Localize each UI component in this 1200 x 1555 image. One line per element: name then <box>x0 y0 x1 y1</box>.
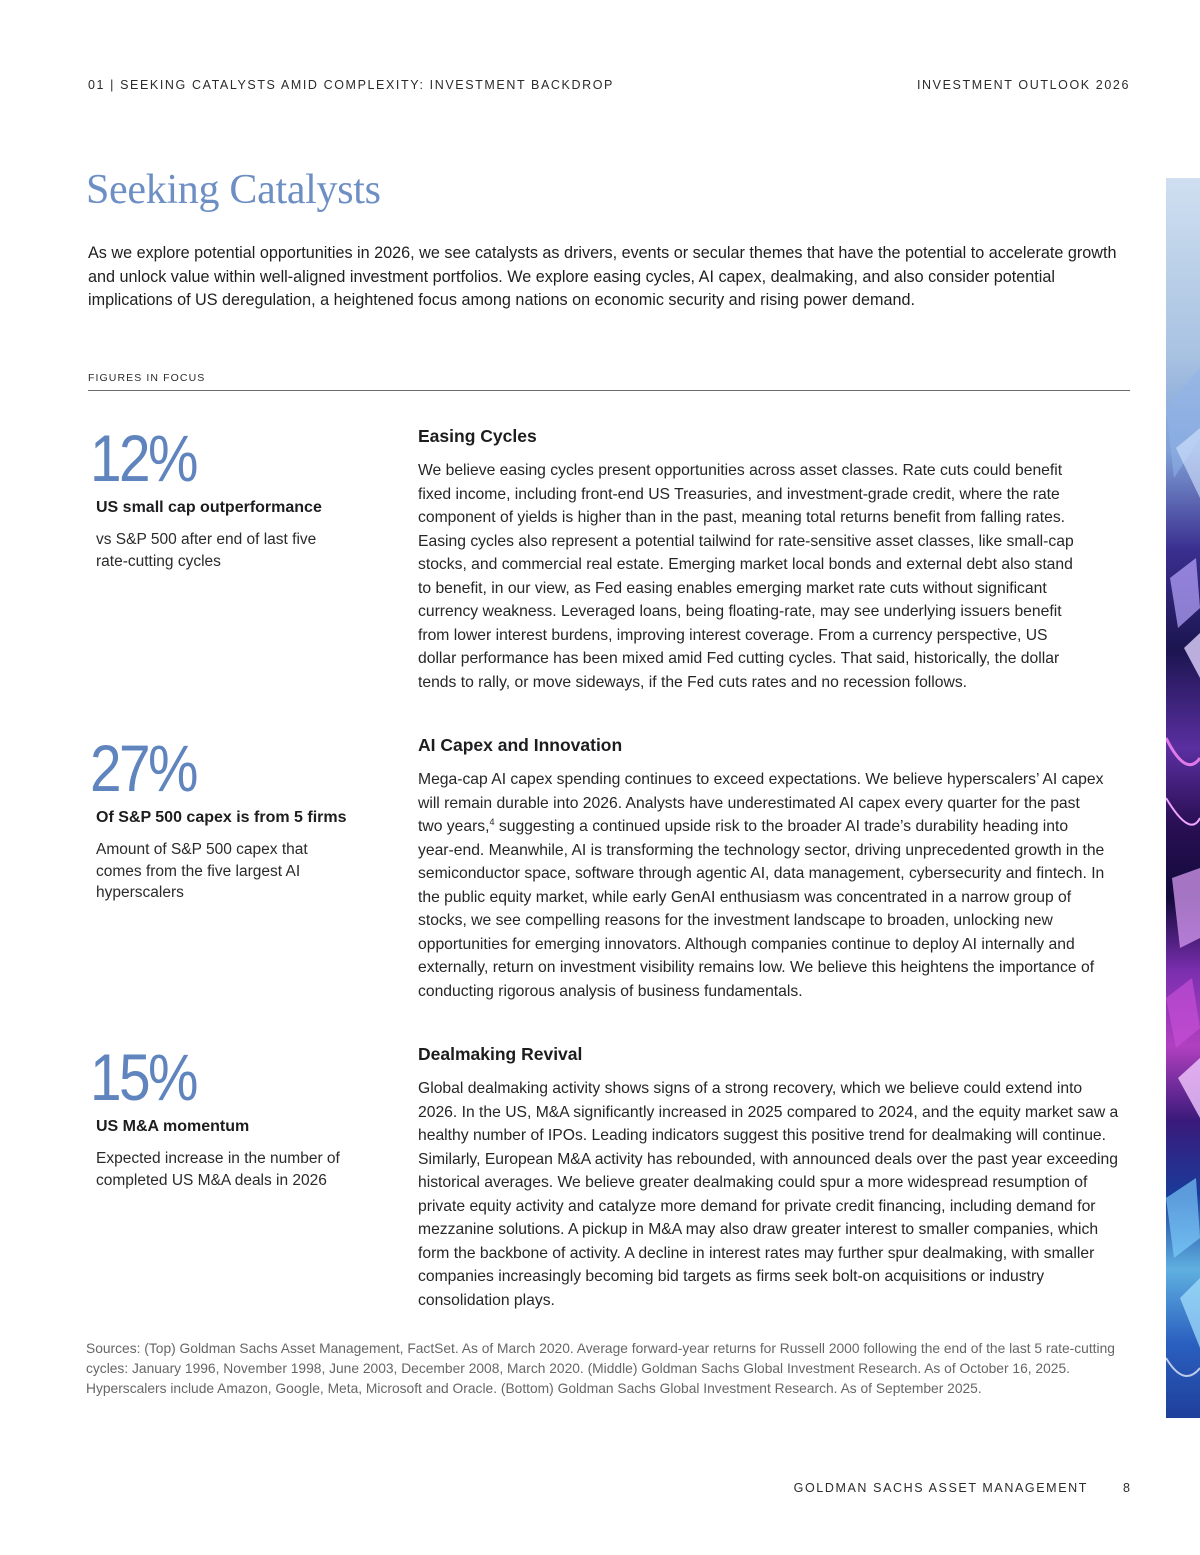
footer-brand: GOLDMAN SACHS ASSET MANAGEMENT <box>793 1481 1088 1495</box>
stat-description: Amount of S&P 500 capex that comes from the five largest AI hyperscalers <box>96 841 308 901</box>
stat-capex-share <box>92 733 392 904</box>
stat-description: Expected increase in the number of completed US M&A deals in 2026 <box>96 1150 340 1189</box>
stat-headline: Of S&P 500 capex is from 5 firms <box>96 809 347 826</box>
section-body: We believe easing cycles present opportunities across asset classes. Rate cuts could benefit fixed income, including front-end US Treasuries, and investment-grade credit, where the rate component of yields is higher than in the past, meaning total returns benefit from falling rates. Easing cycles also represent a potential tailwind for rate-sensitive asset classes, like small-cap stocks, and commercial real estate. Emerging market local bonds and external debt also stand to benefit, in our view, as Fed easing enables emerging market rate cuts without significant currency weakness. Leveraged loans, being floating-rate, may see underlying issuers benefit from lower interest burdens, improving interest coverage. From a currency perspective, US dollar performance has been mixed amid Fed cutting cycles. That said, historically, the dollar tends to rally, or move sideways, if the Fed cuts rates and no recession follows. <box>418 462 1074 691</box>
header-section-title: 01 | SEEKING CATALYSTS AMID COMPLEXITY: INVESTMENT BACKDROP <box>88 78 614 92</box>
stat-value: 12% <box>90 421 196 495</box>
stat-description: vs S&P 500 after end of last five rate-cutting cycles <box>96 531 317 570</box>
section-divider <box>88 390 1130 391</box>
section-body-part: Mega-cap AI capex spending continues to exceed expectations. We believe hyperscalers’ AI capex will remain durable into 2026. Analysts have underestimated AI capex every quarter for the past two years, <box>418 771 1104 835</box>
footnote-reference[interactable]: 4 <box>489 816 495 827</box>
page-title: Seeking Catalysts <box>86 167 381 213</box>
header-publication-title: INVESTMENT OUTLOOK 2026 <box>916 78 1130 92</box>
section-body: Global dealmaking activity shows signs of a strong recovery, which we believe could extend into 2026. In the US, M&A significantly increased in 2025 compared to 2024, and the equity market saw a healthy number of IPOs. Leading indicators suggest this positive trend for dealmaking will continue. Similarly, European M&A activity has rebounded, with announced deals over the past year exceeding historical averages. We believe greater dealmaking could spur a more widespread resumption of private equity activity and catalyze more demand for private credit financing, including demand for mezzanine solutions. A pickup in M&A may also draw greater interest to smaller companies, which form the backbone of activity. A decline in interest rates may further spur dealmaking, with smaller companies increasingly becoming bid targets as firms seek bolt-on acquisitions or industry consolidation plays. <box>418 1080 1119 1309</box>
intro-paragraph: As we explore potential opportunities in 2026, we see catalysts as drivers, events or secular themes that have the potential to accelerate growth and unlock value within well-aligned investment portfolios. We explore easing cycles, AI capex, dealmaking, and also consider potential implications of US deregulation, a heightened focus among nations on economic security and rising power demand. <box>88 244 1117 309</box>
section-easing-cycles <box>418 426 1123 694</box>
section-body <box>418 768 1108 1003</box>
stat-value: 15% <box>90 1040 196 1114</box>
section-heading: Dealmaking Revival <box>418 1044 583 1064</box>
page-number: 8 <box>1123 1481 1130 1495</box>
section-ai-capex <box>418 735 1123 1003</box>
section-body-part: suggesting a continued upside risk to the broader AI trade’s durability heading into year-end. Meanwhile, AI is transforming the technology sector, driving unprecedented growth in the semiconductor space, software through agentic AI, data management, cybersecurity and fintech. In the public equity market, while early GenAI enthusiasm was concentrated in a narrow group of stocks, we see compelling reasons for the investment landscape to broaden, unlocking new opportunities for emerging innovators. Although companies continue to deploy AI internally and externally, return on investment visibility remains low. We believe this heightens the importance of conducting rigorous analysis of business fundamentals. <box>418 818 1105 1000</box>
figures-in-focus-label: FIGURES IN FOCUS <box>88 372 206 384</box>
decorative-artwork <box>1166 178 1200 1418</box>
stat-headline: US M&A momentum <box>96 1118 250 1135</box>
stat-value: 27% <box>90 731 196 805</box>
stat-headline: US small cap outperformance <box>96 499 322 516</box>
section-heading: Easing Cycles <box>418 426 537 446</box>
section-heading: AI Capex and Innovation <box>418 735 623 755</box>
stat-ma-momentum <box>92 1042 392 1191</box>
section-dealmaking <box>418 1044 1123 1312</box>
stat-small-cap <box>92 423 392 572</box>
artwork-shapes <box>1166 178 1200 1418</box>
sources-note: Sources: (Top) Goldman Sachs Asset Management, FactSet. As of March 2020. Average forward-year returns for Russell 2000 following the end of the last 5 rate-cutting cycles: January 1996, November 1998, June 2003, December 2008, March 2020. (Middle) Goldman Sachs Global Investment Research. As of October 16, 2025. Hyperscalers include Amazon, Google, Meta, Microsoft and Oracle. (Bottom) Goldman Sachs Global Investment Research. As of September 2025. <box>86 1341 1115 1397</box>
